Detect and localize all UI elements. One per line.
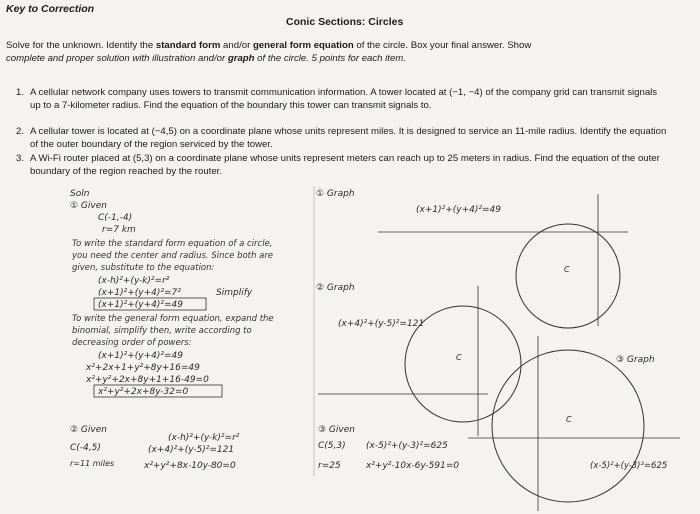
- soln-label: Soln: [70, 189, 90, 199]
- radius-1: r=7 km: [102, 225, 136, 235]
- key-label: Key to Correction: [6, 3, 95, 15]
- equation-8: (x-h)²+(y-k)²=r²: [168, 433, 240, 443]
- graph-2-label: ② Graph: [316, 283, 355, 293]
- equation-1: (x-h)²+(y-k)²=r²: [98, 276, 170, 286]
- page-title: Conic Sections: Circles: [286, 16, 404, 28]
- graph-1-center-label: C: [564, 265, 570, 274]
- graph-3-circle: [492, 350, 644, 502]
- graph-2-equation: (x+4)²+(y-5)²=121: [338, 319, 425, 329]
- graph-3-center-label: C: [566, 415, 572, 424]
- problem-2: [16, 126, 670, 151]
- simplify-note: Simplify: [216, 288, 253, 298]
- instructions-line-2: complete and proper solution with illustration and/or graph of the circle. 5 points for each item.: [6, 52, 406, 64]
- equation-11: (x-5)²+(y-3)²=625: [366, 441, 448, 451]
- center-3: C(5,3): [318, 441, 346, 451]
- graph-3-equation: (x-5)²+(y-3)²=625: [590, 461, 668, 471]
- given-2-label: ② Given: [70, 425, 107, 435]
- equation-5: x²+2x+1+y²+8y+16=49: [86, 363, 200, 373]
- equation-6: x²+y²+2x+8y+1+16-49=0: [86, 375, 209, 385]
- graph-2-center-label: C: [456, 353, 462, 362]
- equation-4: (x+1)²+(y+4)²=49: [98, 351, 183, 361]
- center-2: C(-4,5): [70, 443, 101, 453]
- instructions: [6, 40, 686, 65]
- given-3-label: ③ Given: [318, 425, 355, 435]
- note-1b: you need the center and radius. Since both are: [72, 251, 274, 261]
- solution-worksheet: [68, 186, 680, 514]
- equation-12: x²+y²-10x-6y-591=0: [366, 461, 460, 471]
- note-2c: decreasing order of powers:: [72, 338, 192, 348]
- problem-number: 2.: [16, 126, 25, 137]
- equation-10: x²+y²+8x-10y-80=0: [144, 461, 236, 471]
- equation-3: (x+1)²+(y+4)²=49: [98, 300, 183, 310]
- radius-3: r=25: [318, 461, 341, 471]
- radius-2: r=11 miles: [70, 459, 115, 468]
- given-1-label: ① Given: [70, 201, 107, 211]
- equation-9: (x+4)²+(y-5)²=121: [148, 445, 235, 455]
- equation-2: (x+1)²+(y+4)²=7²: [98, 288, 181, 298]
- equation-7: x²+y²+2x+8y-32=0: [98, 387, 189, 397]
- note-1a: To write the standard form equation of a circle,: [72, 239, 273, 249]
- problem-3: [16, 153, 670, 178]
- graph-1-equation: (x+1)²+(y+4)²=49: [416, 205, 501, 215]
- problem-number: 1.: [16, 87, 25, 98]
- problem-number: 3.: [16, 153, 25, 164]
- note-2a: To write the general form equation, expand the: [72, 314, 274, 324]
- center-1: C(-1,-4): [98, 213, 133, 223]
- graph-1-label: ① Graph: [316, 189, 355, 199]
- graph-1-circle: [516, 224, 620, 328]
- note-1c: given, substitute to the equation:: [72, 263, 215, 273]
- instructions-line-1: Solve for the unknown. Identify the standard form and/or general form equation of the circle. Box your final answer. Show: [6, 40, 532, 51]
- problem-1: [16, 87, 670, 112]
- problem-text: A Wi-Fi router placed at (5,3) on a coordinate plane whose units represent meters can reach up to 25 meters in radius. Find the equation of the outer boundary of the region reached by the router.: [30, 153, 660, 177]
- graph-3-label: ③ Graph: [616, 355, 655, 365]
- problem-text: A cellular tower is located at (−4,5) on a coordinate plane whose units represent miles. It is designed to service an 11-mile radius. Identify the equation of the outer boundary of the region serviced by the tower.: [30, 126, 667, 150]
- problem-text: A cellular network company uses towers to transmit communication information. A tower located at (−1, −4) of the company grid can transmit signals up to a 7-kilometer radius. Find the equation of the boundary this tower can transmit signals to.: [30, 87, 658, 111]
- note-2b: binomial, simplify then, write according to: [72, 326, 252, 336]
